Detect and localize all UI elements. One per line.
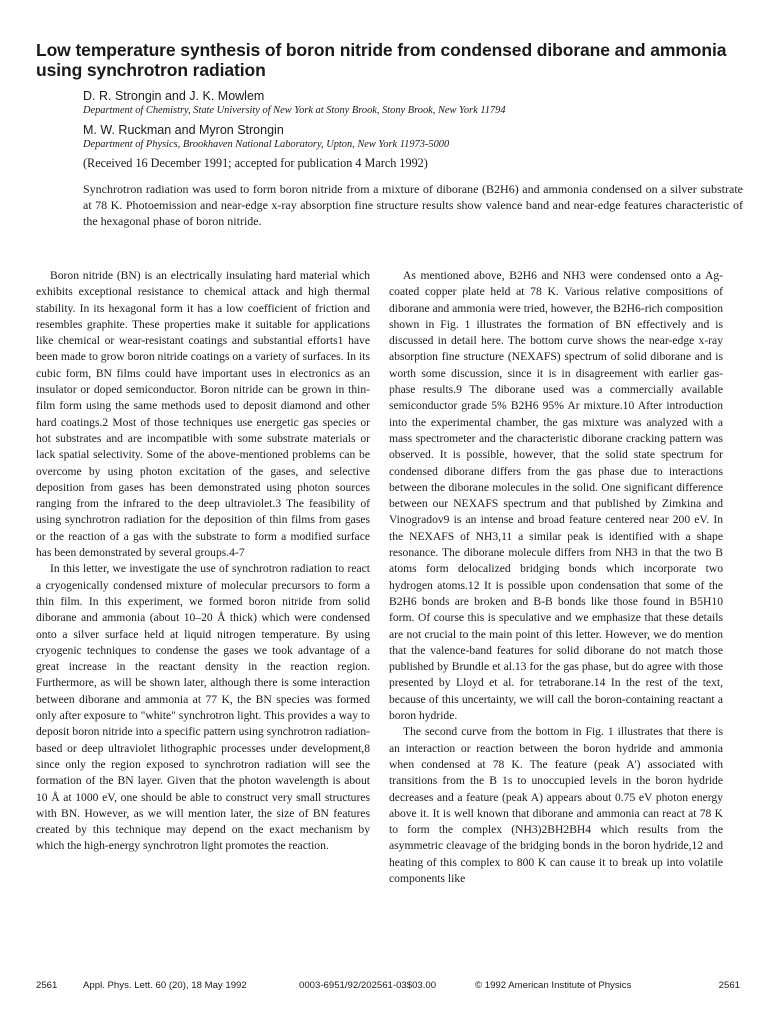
page-number-left: 2561 — [36, 980, 58, 991]
author-block-1 — [83, 89, 743, 117]
left-column — [36, 268, 370, 951]
article-code: 0003-6951/92/202561-03$03.00 — [299, 980, 437, 991]
author-block-2 — [83, 123, 743, 151]
author-names-2: M. W. Ruckman and Myron Strongin — [83, 123, 284, 137]
right-column — [389, 268, 723, 951]
intro-paragraph-1: Boron nitride (BN) is an electrically insulating hard material which exhibits exceptional resistance to chemical attack and high thermal stability. In its hexagonal form it has a low coefficient of friction and resembles graphite. These properties make it suitable for applications like chemical or wear-resistant coatings and substantial efforts1 have been made to grow boron nitride coatings on a variety of surfaces. In its cubic form, BN films could have important uses in electronics as an insulator or doped semiconductor. Boron nitride can be grown in thin-film form using the same methods used to deposit diamond and other hard coatings.2 Most of those techniques use energetic gas species or hot substrates and are incompatible with some substrate materials or lack spatial selectivity. Some of the above-mentioned problems can be overcome by using photon excitation of the gases, and selective deposition from gases has been demonstrated using photon sources ranging from the infrared to the deep ultraviolet.3 The feasibility of using synchrotron radiation for the deposition of thin films from gases or the reaction of a gas with the substrate to form a modified surface has been demonstrated by several groups.4-7 — [36, 269, 370, 560]
received-dates: (Received 16 December 1991; accepted for publication 4 March 1992) — [83, 156, 428, 170]
journal-citation: Appl. Phys. Lett. 60 (20), 18 May 1992 — [83, 980, 247, 991]
intro-paragraph-2: In this letter, we investigate the use of synchrotron radiation to react a cryogenically condensed mixture of molecular precursors to form a thin film. In this experiment, we formed boron nitride from solid diborane and ammonia (about 10–20 Å thick) which were condensed onto a silver surface held at liquid nitrogen temperature. By using cryogenic techniques to condense the gases we took advantage of a great increase in the reactant density in the reaction region. Furthermore, as will be shown later, although there is some interaction between diborane and ammonia at 77 K, the BN species was formed only after exposure to "white" synchrotron light. This provides a way to deposit boron nitride into a specific pattern using synchrotron radiation-based or deep ultraviolet lithographic processes under development,8 since only the region exposed to synchrotron radiation will see the formation of the BN layer. Given that the photon wavelength is about 10 Å at 1000 eV, one should be able to construct very small structures with BN. However, as we will mention later, the size of BN features created by this technique may depend on the exact mechanism by which the high-energy synchrotron light promotes the reaction. — [36, 562, 370, 853]
copyright-notice: © 1992 American Institute of Physics — [475, 980, 632, 991]
abstract: Synchrotron radiation was used to form boron nitride from a mixture of diborane (B2H6) and ammonia condensed on a silver substrate at 78 K. Photoemission and near-edge x-ray absorption fine structure results show valence band and near-edge features characteristic of the hexagonal phase of boron nitride. — [83, 182, 743, 229]
page-number-right: 2561 — [718, 980, 740, 991]
results-paragraph-1: As mentioned above, B2H6 and NH3 were condensed onto a Ag-coated copper plate held at 78 K. Various relative compositions of diborane and ammonia were tried, however, the B2H6-rich composition shown in Fig. 1 illustrates the formation of BN effectively and is discussed in detail here. The bottom curve shows the near-edge x-ray absorption fine structure (NEXAFS) spectrum of solid diborane and is worth some discussion, since it is in disagreement with earlier gas-phase results.9 The diborane used was a commercially available semiconductor grade 5% B2H6 95% Ar mixture.10 After introduction into the experimental chamber, the gas mixture was analyzed with a mass spectrometer and the characteristic diborane cracking pattern was observed. It is possible, however, that the solid state spectrum for condensed diborane differs from the gas phase due to interactions between the diborane molecules in the solid. One significant difference between our NEXAFS spectrum and that published by Zimkina and Vinogradov9 is an intense and broad feature centered near 200 eV. In the NEXAFS of NH3,11 a similar peak is identified with a shape resonance. The diborane molecule differs from NH3 in that the two B atoms form delocalized bridging bonds which incorporate two hydrogen atoms.12 It is possible upon condensation that some of the B2H6 bonds are broken and B-B bonds like those found in B5H10 form. Of course this is speculative and we emphasize that these details are not crucial to the main point of this letter. However, we do mention that the valence-band features for solid diborane do not match those published by Brundle et al.13 for the gas phase, but do agree with those presented by Lloyd et al. for tetraborane.14 In the rest of the text, because of this uncertainty, we will call the boron-containing reactant a boron hydride. — [389, 269, 723, 723]
author-names-1: D. R. Strongin and J. K. Mowlem — [83, 89, 265, 103]
results-paragraph-2: The second curve from the bottom in Fig. 1 illustrates that there is an interaction or reaction between the boron hydride and ammonia when condensed at 78 K. The feature (peak A') associated with transitions from the B 1s to unoccupied levels in the boron hydride decreases and a feature (peak A) appears about 0.75 eV photon energy above it. It is well known that diborane and ammonia can react at 78 K to form the complex (NH3)2BH2BH4 which results from the asymmetric cleavage of the bridging bonds in the boron hydride,12 and heating of this complex to 800 K can cause it to break up into volatile components like — [389, 725, 723, 885]
affiliation-1: Department of Chemistry, State University of New York at Stony Brook, Stony Brook, New York 11794 — [83, 105, 506, 116]
page-footer — [36, 978, 740, 994]
article-title: Low temperature synthesis of boron nitride from condensed diborane and ammonia using synchrotron radiation — [36, 40, 727, 80]
affiliation-2: Department of Physics, Brookhaven National Laboratory, Upton, New York 11973-5000 — [83, 139, 450, 150]
